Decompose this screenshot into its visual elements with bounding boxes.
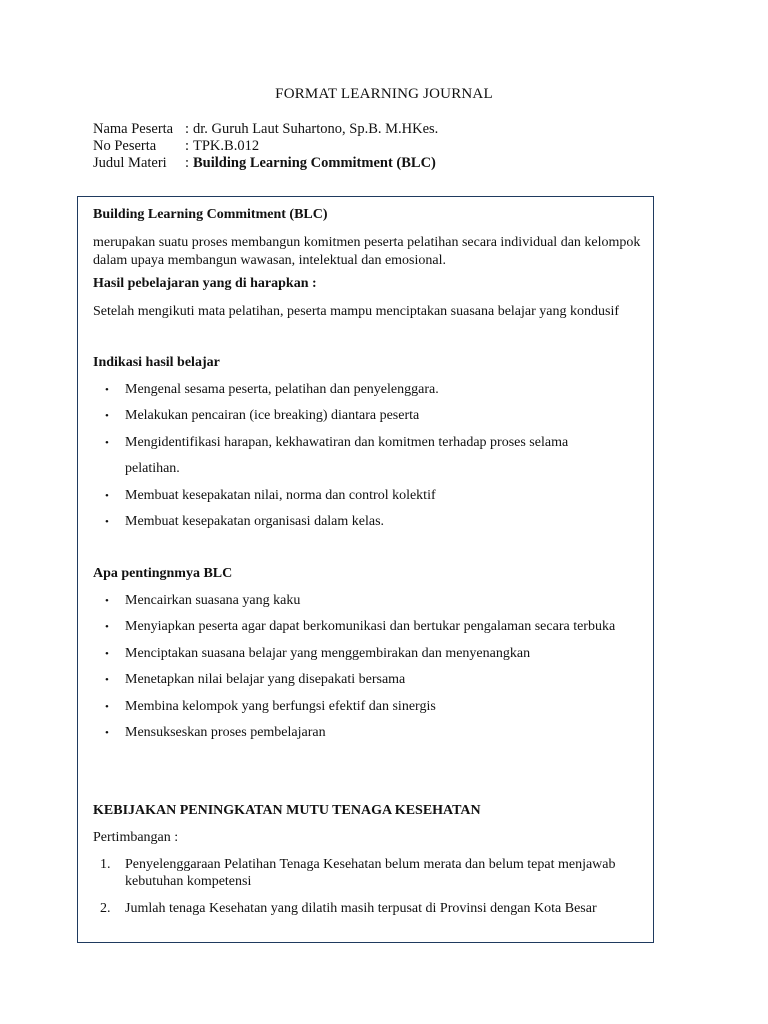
bullet-icon: • [105, 700, 109, 713]
bullet-icon: • [105, 647, 109, 660]
importance-text: Menyiapkan peserta agar dapat berkomunikasi dan bertukar pengalaman secara terbuka [125, 619, 616, 635]
bullet-icon: • [105, 674, 109, 687]
bullet-icon: • [105, 489, 109, 502]
learning-outcome-text: Setelah mengikuti mata pelatihan, peserta mampu menciptakan suasana belajar yang kondusif [93, 304, 619, 319]
policy-item-number: 2. [100, 901, 111, 916]
bullet-icon: • [105, 516, 109, 529]
importance-item [78, 614, 650, 640]
indicators-list [78, 377, 638, 535]
importance-text: Membina kelompok yang berfungsi efektif dan sinergis [125, 698, 436, 714]
importance-heading: Apa pentingnmya BLC [93, 566, 233, 581]
importance-text: Menciptakan suasana belajar yang menggembirakan dan menyenangkan [125, 645, 531, 661]
bullet-icon: • [105, 410, 109, 423]
indicator-text: Membuat kesepakatan organisasi dalam kelas. [125, 514, 385, 530]
indicator-text: Melakukan pencairan (ice breaking) diantara peserta [125, 408, 420, 424]
blc-definition [93, 234, 653, 269]
indicator-text: Mengenal sesama peserta, pelatihan dan penyelenggara. [125, 382, 439, 397]
importance-item [78, 720, 638, 746]
blc-definition-line-2: dalam upaya membangun wawasan, intelektual dan emosional. [93, 252, 447, 268]
importance-text: Mensukseskan proses pembelajaran [125, 725, 326, 741]
indicators-heading: Indikasi hasil belajar [93, 355, 220, 370]
importance-item [78, 694, 638, 720]
blc-heading: Building Learning Commitment (BLC) [93, 207, 328, 222]
importance-item [78, 667, 638, 693]
indicator-item [78, 483, 638, 509]
importance-item [78, 641, 638, 667]
participant-info [93, 121, 653, 172]
participant-name-value: dr. Guruh Laut Suhartono, Sp.B. M.HKes. [193, 121, 439, 137]
material-title-label: Judul Materi [93, 155, 167, 171]
importance-text: Mencairkan suasana yang kaku [125, 593, 301, 608]
bullet-icon: • [105, 436, 109, 449]
indicator-item [78, 403, 638, 429]
policy-item [78, 856, 675, 890]
policy-item-text: Jumlah tenaga Kesehatan yang dilatih masih terpusat di Provinsi dengan Kota Besar [125, 901, 597, 916]
participant-name-label: Nama Peserta [93, 121, 174, 137]
bullet-icon: • [105, 727, 109, 740]
participant-name-colon: : [185, 121, 190, 137]
indicator-text: Mengidentifikasi harapan, kekhawatiran dan komitmen terhadap proses selama pelatihan. [125, 434, 569, 477]
indicator-item [78, 509, 638, 535]
blc-definition-line-1: merupakan suatu proses membangun komitmen peserta pelatihan secara individual dan kelompok [93, 235, 641, 250]
indicator-text: Membuat kesepakatan nilai, norma dan control kolektif [125, 487, 436, 503]
indicator-item [78, 377, 638, 403]
policy-item [78, 900, 675, 917]
importance-item [78, 588, 638, 614]
document-title: FORMAT LEARNING JOURNAL [275, 86, 493, 102]
bullet-icon: • [105, 384, 109, 396]
policy-item-text: Penyelenggaraan Pelatihan Tenaga Kesehatan belum merata dan belum tepat menjawab kebutuhan kompetensi [125, 857, 616, 889]
policy-item-number: 1. [100, 857, 111, 872]
bullet-icon: • [105, 595, 109, 607]
indicator-item [78, 430, 595, 483]
material-title-colon: : [185, 155, 190, 171]
material-title-row [93, 155, 653, 172]
participant-number-label: No Peserta [93, 138, 157, 154]
importance-text: Menetapkan nilai belajar yang disepakati bersama [125, 672, 406, 688]
bullet-icon: • [105, 621, 109, 634]
material-title-value: Building Learning Commitment (BLC) [193, 155, 436, 171]
policy-heading: KEBIJAKAN PENINGKATAN MUTU TENAGA KESEHATAN [93, 803, 481, 818]
journal-box [77, 196, 654, 943]
participant-number-value: TPK.B.012 [193, 138, 260, 154]
policy-subheading: Pertimbangan : [93, 830, 179, 845]
participant-number-colon: : [185, 138, 190, 154]
policy-list [78, 856, 638, 917]
learning-outcome-heading: Hasil pebelajaran yang di harapkan : [93, 276, 317, 291]
importance-list [78, 588, 638, 746]
participant-name-row [93, 121, 653, 138]
participant-number-row [93, 138, 653, 155]
